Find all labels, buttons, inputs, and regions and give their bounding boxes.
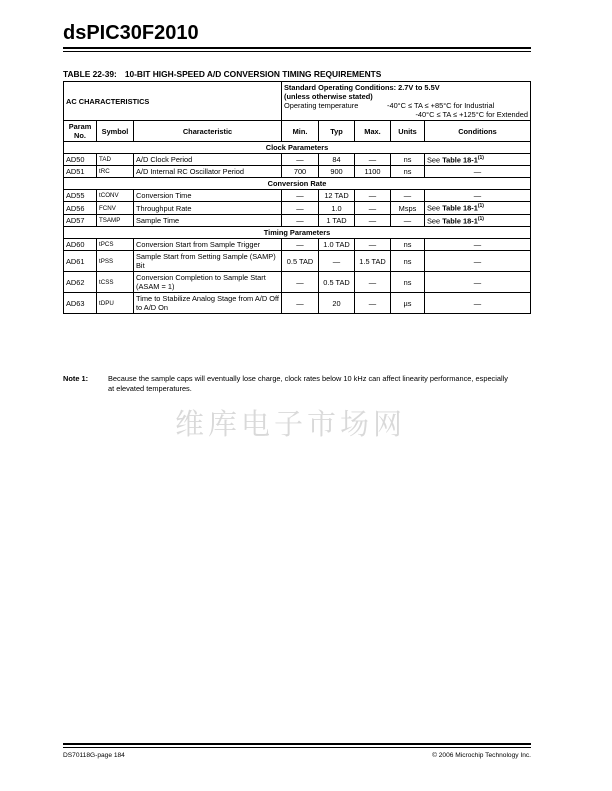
param-cell: AD51: [64, 166, 97, 178]
section-row: [64, 227, 531, 239]
section-row: [64, 142, 531, 154]
condition-text: —: [473, 191, 482, 201]
conditions-temperature: [284, 101, 528, 110]
timing-requirements-table: [63, 81, 531, 314]
typ-cell: 1.0: [319, 202, 355, 214]
header-max: Max.: [355, 121, 391, 142]
param-cell: AD63: [64, 293, 97, 314]
typ-cell: 12 TAD: [319, 190, 355, 202]
ac-characteristics-label: AC CHARACTERISTICS: [64, 82, 282, 121]
typ-cell: 0.5 TAD: [319, 272, 355, 293]
param-cell: AD56: [64, 202, 97, 214]
footer-rule: [63, 743, 531, 745]
max-cell: —: [355, 190, 391, 202]
note-reference[interactable]: (1): [477, 155, 484, 161]
param-cell: AD60: [64, 239, 97, 251]
condition-table-ref[interactable]: Table 18-1: [442, 155, 478, 165]
min-cell: 700: [282, 166, 319, 178]
min-cell: —: [282, 239, 319, 251]
characteristic-cell: Time to Stabilize Analog Stage from A/D Off to A/D On: [134, 293, 282, 314]
temp-label: Operating temperature: [284, 101, 359, 110]
max-cell: —: [355, 214, 391, 226]
units-cell: —: [391, 214, 425, 226]
footer-page-number: DS70118G-page 184: [63, 752, 125, 759]
units-cell: ns: [391, 239, 425, 251]
param-cell: AD57: [64, 214, 97, 226]
condition-table-ref[interactable]: Table 18-1: [442, 216, 478, 226]
param-cell: AD50: [64, 154, 97, 166]
table-row: [64, 293, 531, 314]
characteristic-cell: Sample Start from Setting Sample (SAMP) Bit: [134, 251, 282, 272]
typ-cell: 1 TAD: [319, 214, 355, 226]
table-caption: [63, 69, 381, 79]
units-cell: µs: [391, 293, 425, 314]
condition-prefix: See: [427, 155, 443, 165]
max-cell: —: [355, 293, 391, 314]
max-cell: —: [355, 154, 391, 166]
table-row: [64, 251, 531, 272]
conditions-cell: [425, 166, 531, 178]
column-header-row: [64, 121, 531, 142]
header-symbol: Symbol: [97, 121, 134, 142]
temp-extended: -40°C ≤ TA ≤ +125°C for Extended: [415, 110, 528, 119]
min-cell: —: [282, 154, 319, 166]
max-cell: —: [355, 272, 391, 293]
header-characteristic: Characteristic: [134, 121, 282, 142]
ac-characteristics-row: [64, 82, 531, 121]
symbol-cell: tPCS: [97, 239, 134, 251]
table-row: [64, 154, 531, 166]
min-cell: —: [282, 214, 319, 226]
document-title: dsPIC30F2010: [63, 22, 199, 44]
condition-prefix: See: [427, 216, 443, 226]
param-cell: AD55: [64, 190, 97, 202]
symbol-cell: TAD: [97, 154, 134, 166]
table-row: [64, 166, 531, 178]
typ-cell: —: [319, 251, 355, 272]
typ-cell: 1.0 TAD: [319, 239, 355, 251]
symbol-cell: tPSS: [97, 251, 134, 272]
footer-rule-thin: [63, 747, 531, 748]
min-cell: —: [282, 272, 319, 293]
conditions-cell: [425, 154, 531, 166]
header-units: Units: [391, 121, 425, 142]
section-row: [64, 178, 531, 190]
conditions-cell: [425, 239, 531, 251]
conditions-cell: [425, 272, 531, 293]
characteristic-cell: Conversion Completion to Sample Start (ASAM = 1): [134, 272, 282, 293]
units-cell: ns: [391, 154, 425, 166]
conditions-note: (unless otherwise stated): [284, 92, 373, 101]
condition-text: —: [473, 277, 482, 287]
min-cell: 0.5 TAD: [282, 251, 319, 272]
characteristic-cell: A/D Clock Period: [134, 154, 282, 166]
condition-prefix: See: [427, 203, 443, 213]
characteristic-cell: Throughput Rate: [134, 202, 282, 214]
typ-cell: 900: [319, 166, 355, 178]
condition-text: —: [473, 240, 482, 250]
table-row: [64, 190, 531, 202]
header-param: Param No.: [64, 121, 97, 142]
min-cell: —: [282, 190, 319, 202]
footer-copyright: © 2006 Microchip Technology Inc.: [432, 752, 531, 759]
typ-cell: 20: [319, 293, 355, 314]
note-label: Note 1:: [63, 374, 89, 383]
table-number: TABLE 22-39:: [63, 69, 117, 79]
symbol-cell: tDPU: [97, 293, 134, 314]
section-title: Clock Parameters: [64, 142, 531, 154]
header-rule-thin: [63, 51, 531, 52]
characteristic-cell: Conversion Start from Sample Trigger: [134, 239, 282, 251]
conditions-cell: [425, 214, 531, 226]
note-text: Because the sample caps will eventually lose charge, clock rates below 10 kHz can affect linearity performance, especially at elevated temperatures.: [108, 374, 508, 393]
conditions-cell: [425, 293, 531, 314]
characteristic-cell: Sample Time: [134, 214, 282, 226]
temp-industrial: -40°C ≤ TA ≤ +85°C for Industrial: [387, 101, 495, 110]
header-min: Min.: [282, 121, 319, 142]
condition-text: —: [473, 256, 482, 266]
max-cell: 1.5 TAD: [355, 251, 391, 272]
characteristic-cell: A/D Internal RC Oscillator Period: [134, 166, 282, 178]
symbol-cell: FCNV: [97, 202, 134, 214]
conditions-cell: [425, 190, 531, 202]
section-title: Conversion Rate: [64, 178, 531, 190]
units-cell: ns: [391, 251, 425, 272]
watermark: 维库电子市场网: [175, 407, 407, 441]
header-conditions: Conditions: [425, 121, 531, 142]
header-rule: [63, 47, 531, 49]
typ-cell: 84: [319, 154, 355, 166]
table-row: [64, 214, 531, 226]
condition-table-ref[interactable]: Table 18-1: [442, 203, 478, 213]
condition-text: —: [473, 298, 482, 308]
table-title: 10-BIT HIGH-SPEED A/D CONVERSION TIMING REQUIREMENTS: [124, 69, 382, 79]
units-cell: ns: [391, 272, 425, 293]
max-cell: —: [355, 202, 391, 214]
conditions-voltage: Standard Operating Conditions: 2.7V to 5.5V: [284, 83, 440, 92]
symbol-cell: TSAMP: [97, 214, 134, 226]
condition-text: —: [473, 167, 482, 177]
symbol-cell: tCONV: [97, 190, 134, 202]
table-row: [64, 239, 531, 251]
operating-conditions: [282, 82, 531, 121]
units-cell: Msps: [391, 202, 425, 214]
header-typ: Typ: [319, 121, 355, 142]
units-cell: ns: [391, 166, 425, 178]
table-row: [64, 202, 531, 214]
characteristic-cell: Conversion Time: [134, 190, 282, 202]
min-cell: —: [282, 293, 319, 314]
section-title: Timing Parameters: [64, 227, 531, 239]
param-cell: AD61: [64, 251, 97, 272]
symbol-cell: tCSS: [97, 272, 134, 293]
conditions-cell: [425, 251, 531, 272]
note-reference[interactable]: (1): [477, 203, 484, 210]
max-cell: 1100: [355, 166, 391, 178]
max-cell: —: [355, 239, 391, 251]
min-cell: —: [282, 202, 319, 214]
note-reference[interactable]: (1): [477, 215, 484, 222]
symbol-cell: tRC: [97, 166, 134, 178]
param-cell: AD62: [64, 272, 97, 293]
units-cell: —: [391, 190, 425, 202]
table-row: [64, 272, 531, 293]
conditions-cell: [425, 202, 531, 214]
table-note: [63, 374, 508, 394]
